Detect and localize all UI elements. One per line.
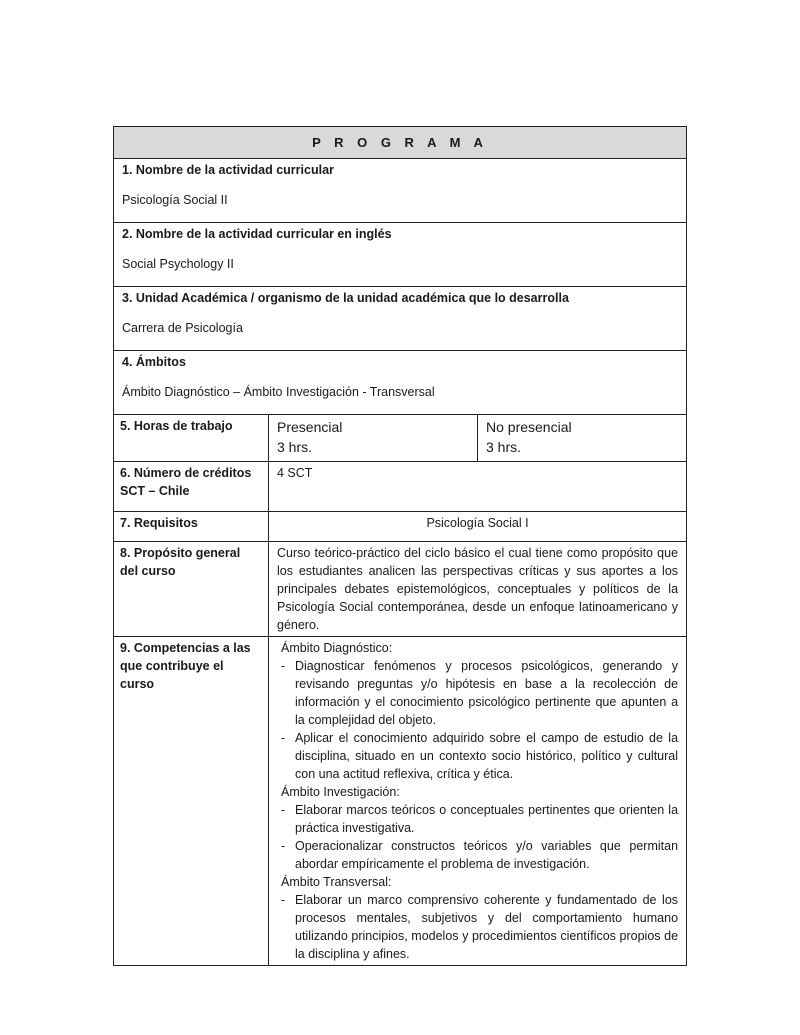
program-table (113, 126, 687, 966)
area-title: Ámbito Transversal: (281, 875, 392, 889)
program-header: P R O G R A M A (114, 127, 687, 159)
section-value: Ámbito Diagnóstico – Ámbito Investigación - Transversal (122, 385, 435, 399)
list-item: - Elaborar marcos teóricos o conceptuales pertinentes que orienten la práctica investigativa. (277, 801, 678, 837)
section-activity-name (114, 159, 687, 223)
hours-label: 5. Horas de trabajo (114, 415, 269, 462)
label-line: 8. Propósito general (120, 546, 241, 560)
list-item: - Diagnosticar fenómenos y procesos psicológicos, generando y revisando preguntas y/o hipótesis en base a la recolección de información y el conocimiento psicológico pertinente que apunten a la complejidad del objeto. (277, 657, 678, 729)
credits-value: 4 SCT (269, 462, 687, 512)
area-title: Ámbito Diagnóstico: (281, 641, 393, 655)
section-title: 2. Nombre de la actividad curricular en inglés (122, 227, 392, 241)
list-item: - Aplicar el conocimiento adquirido sobre el campo de estudio de la disciplina, situado en un contexto socio histórico, político y cultural con una actitud reflexiva, crítica y ética. (277, 729, 678, 783)
section-activity-name-english (114, 223, 687, 287)
section-title: 4. Ámbitos (122, 355, 186, 369)
requirements-value: Psicología Social I (269, 512, 687, 542)
section-value: Psicología Social II (122, 193, 228, 207)
label-line: SCT – Chile (120, 484, 190, 498)
list-item: - Operacionalizar constructos teóricos y/o variables que permitan abordar empíricamente el problema de investigación. (277, 837, 678, 873)
label-line: del curso (120, 564, 176, 578)
list-item: - Elaborar un marco comprensivo coherente y fundamentado de los procesos mentales, subjetivos y del comportamiento humano utilizando principios, modelos y procedimientos científicos propios de la disciplina y afines. (277, 891, 678, 963)
requirements-label: 7. Requisitos (114, 512, 269, 542)
in-person-hours: 3 hrs. (277, 439, 313, 455)
label-line: 6. Número de créditos (120, 466, 252, 480)
hours-in-person (269, 415, 478, 462)
competencies-content (269, 637, 687, 966)
purpose-value: Curso teórico-práctico del ciclo básico el cual tiene como propósito que los estudiantes analicen las perspectivas críticas y sus aportes a los principales debates epistemológicos, conceptuales y políticos de la Psicología Social contemporánea, desde un enfoque latinoamericano y género. (269, 542, 687, 637)
hours-remote (478, 415, 687, 462)
credits-label (114, 462, 269, 512)
section-areas (114, 351, 687, 415)
section-title: 1. Nombre de la actividad curricular (122, 163, 334, 177)
section-title: 3. Unidad Académica / organismo de la unidad académica que lo desarrolla (122, 291, 569, 305)
section-value: Social Psychology II (122, 257, 234, 271)
label-line: 9. Competencias a las (120, 641, 251, 655)
label-line: curso (120, 677, 155, 691)
area-list (277, 801, 678, 873)
area-list (277, 657, 678, 783)
remote-hours: 3 hrs. (486, 439, 522, 455)
in-person-label: Presencial (277, 419, 343, 435)
section-academic-unit (114, 287, 687, 351)
section-value: Carrera de Psicología (122, 321, 243, 335)
program-document (113, 126, 686, 966)
label-line: que contribuye el (120, 659, 224, 673)
purpose-label (114, 542, 269, 637)
area-title: Ámbito Investigación: (281, 785, 400, 799)
remote-label: No presencial (486, 419, 572, 435)
competencies-label (114, 637, 269, 966)
area-list (277, 891, 678, 963)
